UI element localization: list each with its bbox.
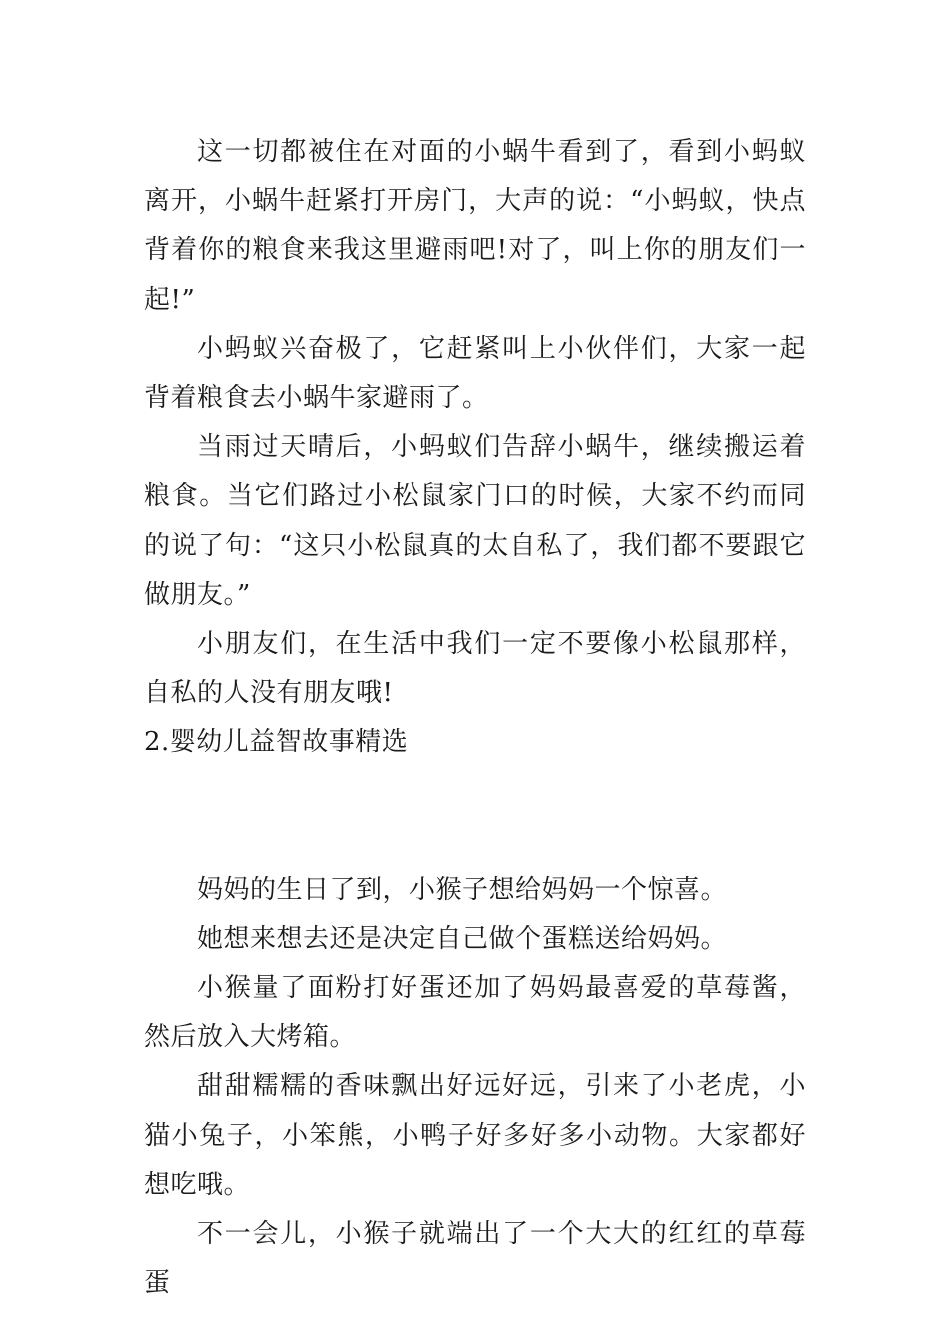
paragraph-aroma: 甜甜糯糯的香味飘出好远好远，引来了小老虎，小猫小兔子，小笨熊，小鸭子好多好多小动物。大家都好想吃哦。 — [144, 1071, 806, 1200]
section-heading: 2.婴幼儿益智故事精选 — [144, 727, 409, 758]
paragraph-decide-cake: 她想来想去还是决定自己做个蛋糕送给妈妈。 — [197, 923, 728, 954]
paragraph-snail-invites: 这一切都被住在对面的小蜗牛看到了，看到小蚂蚁离开，小蜗牛赶紧打开房门，大声的说：“小蚂蚁，快点背着你的粮食来我这里避雨吧!对了，叫上你的朋友们一起!” — [144, 137, 806, 315]
paragraph-bake: 小猴量了面粉打好蛋还加了妈妈最喜爱的草莓酱，然后放入大烤箱。 — [144, 973, 806, 1053]
paragraph-birthday: 妈妈的生日了到，小猴子想给妈妈一个惊喜。 — [197, 874, 728, 905]
paragraph-moral: 小朋友们，在生活中我们一定不要像小松鼠那样，自私的人没有朋友哦! — [144, 629, 806, 709]
paragraph-after-rain: 当雨过天晴后，小蚂蚁们告辞小蜗牛，继续搬运着粮食。当它们路过小松鼠家门口的时候，大家不约而同的说了句：“这只小松鼠真的太自私了，我们都不要跟它做朋友。” — [144, 432, 806, 610]
section-gap — [144, 768, 806, 866]
paragraph-ants-shelter: 小蚂蚁兴奋极了，它赶紧叫上小伙伴们，大家一起背着粮食去小蜗牛家避雨了。 — [144, 333, 806, 414]
document-body — [144, 128, 806, 1308]
paragraph-cake-out: 不一会儿，小猴子就端出了一个大大的红红的草莓蛋 — [144, 1219, 806, 1299]
